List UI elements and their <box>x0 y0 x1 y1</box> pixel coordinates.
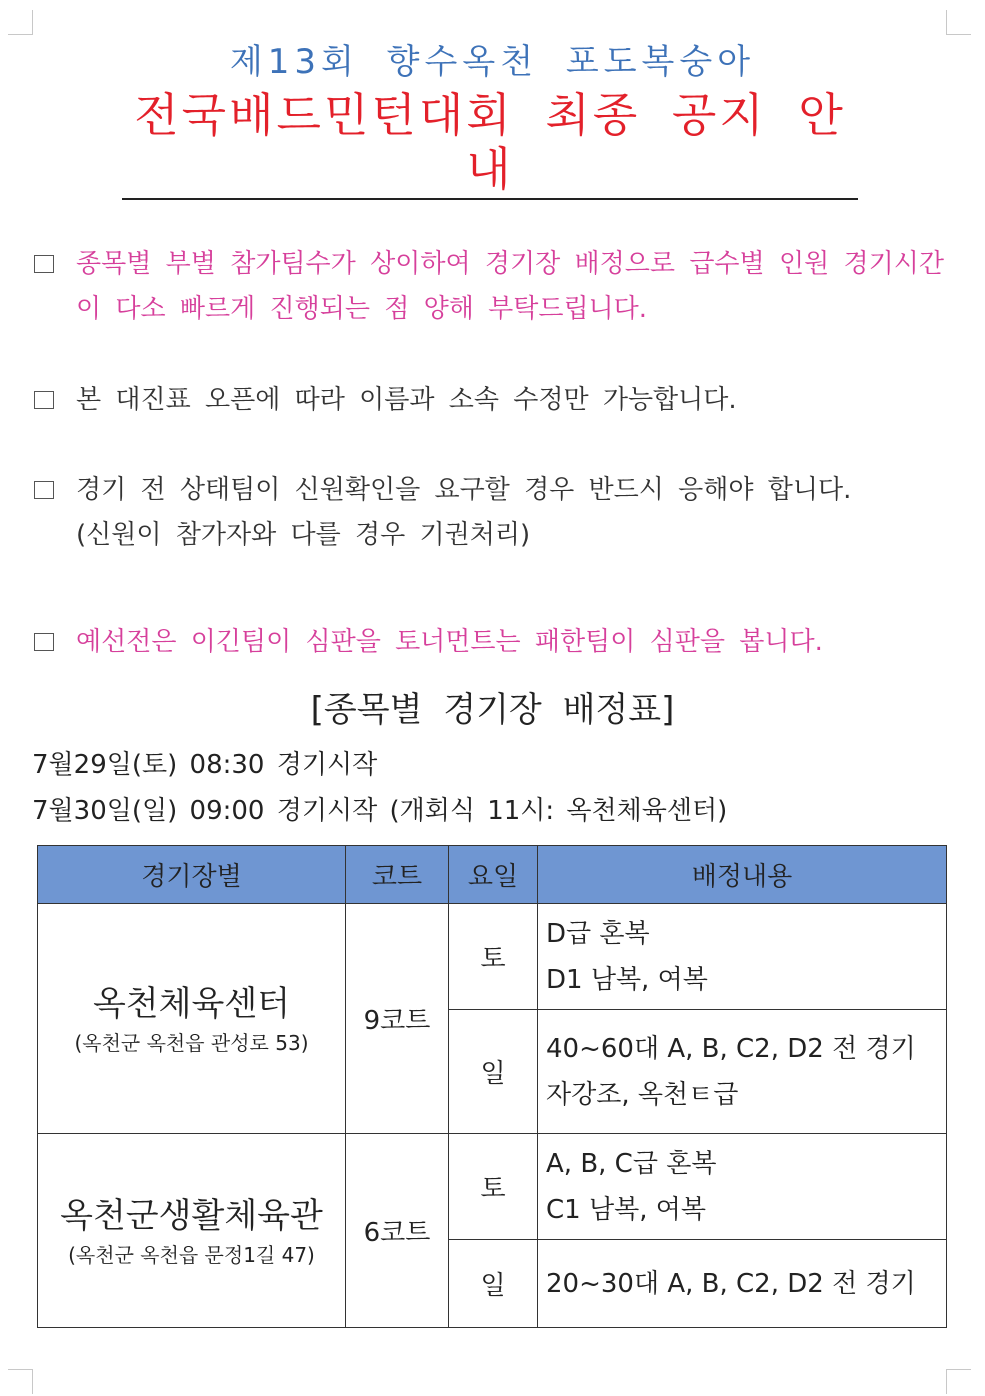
notice-item <box>34 468 944 558</box>
content-cell <box>538 1240 947 1328</box>
checkbox-square-icon <box>34 391 54 409</box>
venue-name: 옥천군생활체육관 <box>60 1195 323 1236</box>
notice-text: 종목별 부별 참가팀수가 상이하여 경기장 배정으로 급수별 인원 경기시간이 다소 빠르게 진행되는 점 양해 부탁드립니다. <box>76 249 944 324</box>
content-line: 자강조, 옥천ㅌ급 <box>546 1079 739 1110</box>
court-count: 6코트 <box>346 1134 449 1328</box>
content-cell <box>538 1010 947 1134</box>
checkbox-square-icon <box>34 481 54 499</box>
checkbox-square-icon <box>34 255 54 273</box>
day-cell: 토 <box>449 1134 538 1240</box>
schedule-day2: 7월30일(일) 09:00 경기시작 (개회식 11시: 옥천체육센터) <box>32 796 728 826</box>
content-line: 40~60대 A, B, C2, D2 전 경기 <box>546 1033 916 1064</box>
page-corner-mark <box>8 1369 33 1394</box>
notice-item <box>34 620 944 665</box>
page-title: 전국배드민턴대회 최종 공지 안내 <box>122 88 858 200</box>
notice-text: 예선전은 이긴팀이 심판을 토너먼트는 패한팀이 심판을 봅니다. <box>76 627 823 657</box>
notice-text: 본 대진표 오픈에 따라 이름과 소속 수정만 가능합니다. <box>76 385 737 415</box>
notice-item <box>34 242 944 332</box>
schedule-title: [종목별 경기장 배정표] <box>310 690 675 730</box>
checkbox-square-icon <box>34 633 54 651</box>
table-row <box>38 1134 947 1240</box>
table-header-row <box>38 846 947 904</box>
page-corner-mark <box>946 10 971 35</box>
notice-subtext: (신원이 참가자와 다를 경우 기권처리) <box>76 520 531 550</box>
venue-address: (옥천군 옥천읍 문정1길 47) <box>68 1242 315 1267</box>
venue-name: 옥천체육센터 <box>92 983 291 1024</box>
header-content: 배정내용 <box>538 846 947 904</box>
content-line: D급 혼복 <box>546 918 650 949</box>
notice-item <box>34 378 944 423</box>
page-corner-mark <box>946 1369 971 1394</box>
notice-text: 경기 전 상태팀이 신원확인을 요구할 경우 반드시 응해야 합니다. <box>76 475 852 505</box>
content-line: C1 남복, 여복 <box>546 1194 706 1225</box>
court-count: 9코트 <box>346 904 449 1134</box>
venue-address: (옥천군 옥천읍 관성로 53) <box>74 1030 309 1055</box>
header-day: 요일 <box>449 846 538 904</box>
content-cell <box>538 1134 947 1240</box>
page-corner-mark <box>8 10 33 35</box>
header-venue: 경기장별 <box>38 846 346 904</box>
schedule-day1: 7월29일(토) 08:30 경기시작 <box>32 750 378 780</box>
day-cell: 토 <box>449 904 538 1010</box>
venue-cell <box>38 1134 346 1328</box>
header-court: 코트 <box>346 846 449 904</box>
content-cell <box>538 904 947 1010</box>
table-row <box>38 904 947 1010</box>
notice-text-block <box>76 468 944 558</box>
day-cell: 일 <box>449 1010 538 1134</box>
venue-schedule-table <box>37 845 947 1328</box>
content-line: A, B, C급 혼복 <box>546 1148 717 1179</box>
event-subtitle: 제13회 향수옥천 포도복숭아 <box>229 42 756 82</box>
content-line: 20~30대 A, B, C2, D2 전 경기 <box>546 1268 916 1299</box>
content-line: D1 남복, 여복 <box>546 964 708 995</box>
day-cell: 일 <box>449 1240 538 1328</box>
venue-cell <box>38 904 346 1134</box>
